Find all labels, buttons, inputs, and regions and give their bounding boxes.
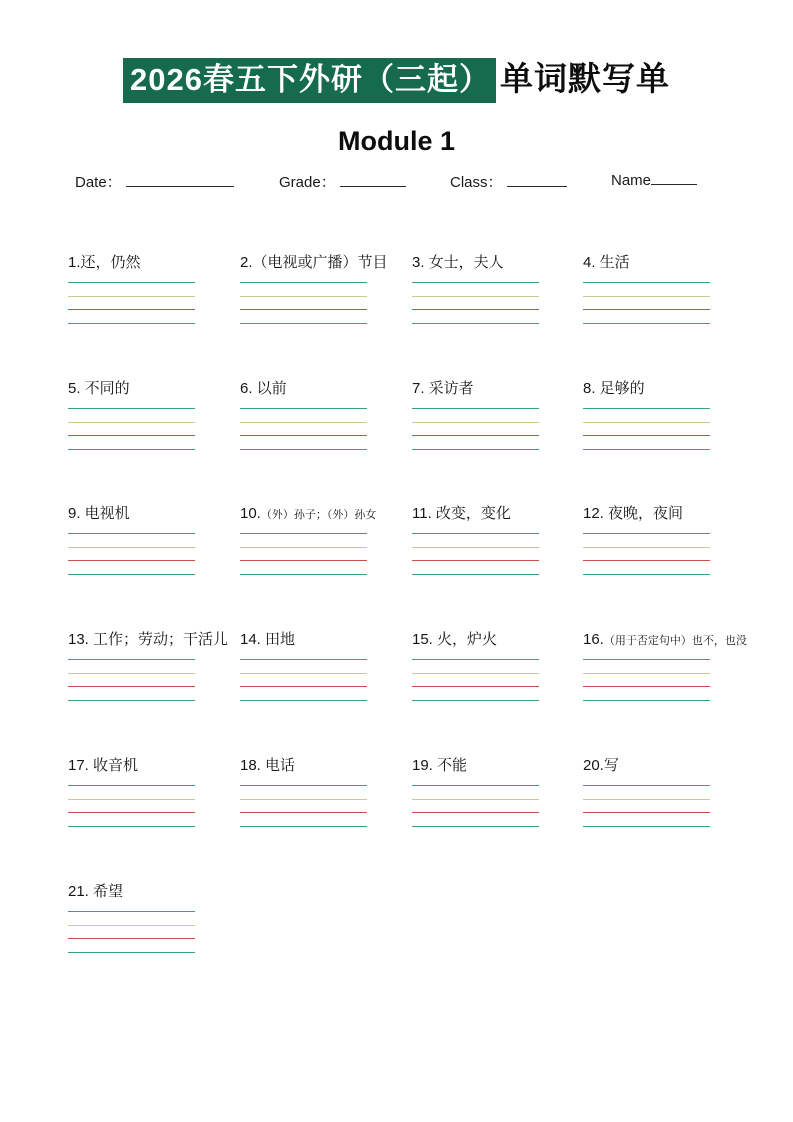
word-item [240, 630, 410, 701]
writing-line-bottom [240, 574, 367, 575]
writing-line-bottom [68, 574, 195, 575]
module-title: Module 1 [337, 126, 455, 156]
word-item-number: 12. [583, 505, 604, 522]
word-item-text: 以前 [252, 380, 287, 397]
writing-line-top [240, 785, 367, 799]
writing-line-baseline [583, 686, 710, 700]
word-item [583, 253, 753, 324]
word-item-number: 19. [412, 757, 433, 774]
word-item-label [240, 756, 410, 776]
writing-line-bottom [240, 323, 367, 324]
title-highlight: 2026春五下外研（三起） [123, 58, 496, 103]
writing-line-top [240, 533, 367, 547]
writing-line-middle [240, 799, 367, 813]
word-item [68, 630, 238, 701]
writing-line-baseline [240, 812, 367, 826]
writing-line-bottom [68, 952, 195, 953]
word-item-number: 17. [68, 757, 89, 774]
word-item-label [68, 882, 238, 902]
writing-line-middle [412, 296, 539, 310]
writing-lines [583, 282, 710, 324]
word-item-label [412, 253, 582, 273]
writing-line-middle [68, 799, 195, 813]
word-item-text: 采访者 [424, 380, 474, 397]
word-item-text: （外）孙子；（外）孙女 [260, 509, 377, 521]
writing-lines [583, 659, 710, 701]
word-item-number: 21. [68, 883, 89, 900]
word-item-label [583, 253, 753, 273]
writing-line-top [68, 533, 195, 547]
writing-lines [68, 911, 195, 953]
word-item-number: 4. [583, 254, 596, 271]
writing-line-top [412, 533, 539, 547]
writing-lines [240, 785, 367, 827]
writing-line-top [583, 408, 710, 422]
word-item [240, 504, 410, 575]
word-item-text: 还，仍然 [80, 254, 141, 271]
writing-line-top [583, 659, 710, 673]
word-item [68, 756, 238, 827]
writing-lines [68, 533, 195, 575]
writing-line-top [68, 785, 195, 799]
writing-line-bottom [583, 574, 710, 575]
word-item-label [412, 504, 582, 524]
word-item-number: 1. [68, 254, 81, 271]
word-item-text: （电视或广播）节目 [252, 254, 388, 271]
writing-line-top [68, 282, 195, 296]
writing-line-baseline [583, 435, 710, 449]
word-item [68, 253, 238, 324]
word-item [412, 630, 582, 701]
writing-lines [240, 533, 367, 575]
writing-lines [240, 282, 367, 324]
word-item-text: 生活 [595, 254, 630, 271]
writing-line-middle [68, 673, 195, 687]
writing-lines [68, 408, 195, 450]
writing-line-top [412, 408, 539, 422]
writing-line-baseline [68, 686, 195, 700]
word-item-text: 工作；劳动；干活儿 [88, 631, 229, 648]
grade-label: Grade： [279, 174, 336, 191]
writing-lines [412, 282, 539, 324]
word-item [68, 882, 238, 953]
word-item-label [68, 379, 238, 399]
writing-line-bottom [68, 700, 195, 701]
word-item-number: 10. [240, 505, 261, 522]
word-item-number: 14. [240, 631, 261, 648]
word-item-label [68, 253, 238, 273]
word-item [412, 253, 582, 324]
word-item-text: （用于否定句中）也不，也没 [603, 635, 747, 647]
writing-line-baseline [240, 435, 367, 449]
word-item-text: 希望 [88, 883, 124, 900]
writing-lines [240, 659, 367, 701]
word-item-text: 电话 [260, 757, 296, 774]
writing-line-top [240, 659, 367, 673]
date-label: Date： [75, 174, 122, 191]
writing-line-middle [68, 296, 195, 310]
writing-line-top [240, 408, 367, 422]
writing-line-middle [412, 422, 539, 436]
word-item-text: 收音机 [88, 757, 139, 774]
word-item-label [68, 630, 238, 650]
writing-line-top [412, 785, 539, 799]
writing-line-middle [583, 296, 710, 310]
word-item-label [412, 379, 582, 399]
word-item-label [68, 756, 238, 776]
word-item-number: 2. [240, 254, 253, 271]
writing-line-middle [240, 422, 367, 436]
word-item-label [583, 504, 753, 524]
writing-line-bottom [240, 449, 367, 450]
writing-line-bottom [240, 700, 367, 701]
writing-lines [412, 659, 539, 701]
word-item-number: 3. [412, 254, 425, 271]
writing-line-top [68, 659, 195, 673]
word-item-number: 6. [240, 380, 253, 397]
word-item-text: 写 [603, 757, 619, 774]
writing-lines [412, 408, 539, 450]
writing-lines [412, 785, 539, 827]
writing-line-bottom [412, 826, 539, 827]
word-item [68, 379, 238, 450]
word-item-text: 改变，变化 [431, 505, 511, 522]
writing-line-top [412, 282, 539, 296]
writing-line-middle [583, 422, 710, 436]
word-item-number: 20. [583, 757, 604, 774]
word-item-number: 16. [583, 631, 604, 648]
word-item-number: 15. [412, 631, 433, 648]
word-item [240, 379, 410, 450]
writing-line-middle [240, 296, 367, 310]
writing-line-top [68, 911, 195, 925]
word-item-number: 5. [68, 380, 81, 397]
writing-line-top [68, 408, 195, 422]
word-item [583, 504, 753, 575]
word-item [412, 379, 582, 450]
writing-line-middle [412, 673, 539, 687]
word-item [240, 756, 410, 827]
word-item-text: 电视机 [80, 505, 130, 522]
writing-line-bottom [412, 574, 539, 575]
word-item-text: 田地 [260, 631, 296, 648]
word-item [240, 253, 410, 324]
word-item-number: 13. [68, 631, 89, 648]
writing-lines [583, 533, 710, 575]
writing-line-bottom [68, 449, 195, 450]
writing-line-baseline [68, 812, 195, 826]
word-item-text: 夜晚，夜间 [603, 505, 684, 522]
writing-line-top [412, 659, 539, 673]
writing-line-middle [68, 925, 195, 939]
word-item-number: 9. [68, 505, 81, 522]
word-item-label [412, 630, 582, 650]
writing-line-middle [240, 673, 367, 687]
name-label: Name [611, 172, 652, 189]
word-item-label [240, 379, 410, 399]
writing-line-middle [412, 799, 539, 813]
writing-line-top [583, 785, 710, 799]
writing-line-middle [412, 547, 539, 561]
writing-lines [412, 533, 539, 575]
writing-line-baseline [412, 686, 539, 700]
class-label: Class： [450, 174, 503, 191]
writing-line-middle [583, 673, 710, 687]
writing-line-baseline [68, 435, 195, 449]
writing-line-bottom [240, 826, 367, 827]
writing-line-middle [68, 422, 195, 436]
writing-line-bottom [583, 449, 710, 450]
word-item-number: 8. [583, 380, 596, 397]
writing-lines [240, 408, 367, 450]
word-item-number: 18. [240, 757, 261, 774]
writing-line-baseline [583, 309, 710, 323]
writing-line-baseline [240, 686, 367, 700]
word-item-number: 7. [412, 380, 425, 397]
writing-line-middle [583, 547, 710, 561]
writing-line-bottom [583, 700, 710, 701]
word-item-text: 火，炉火 [432, 631, 498, 648]
writing-line-baseline [240, 309, 367, 323]
writing-line-bottom [68, 826, 195, 827]
writing-line-middle [583, 799, 710, 813]
word-item [412, 504, 582, 575]
writing-line-bottom [412, 449, 539, 450]
writing-line-baseline [68, 938, 195, 952]
word-item-label [583, 379, 753, 399]
writing-line-baseline [68, 309, 195, 323]
writing-line-middle [68, 547, 195, 561]
writing-line-bottom [68, 323, 195, 324]
word-item-label [583, 756, 753, 776]
word-item-text: 足够的 [595, 380, 645, 397]
writing-line-baseline [412, 560, 539, 574]
word-item-label [240, 253, 410, 273]
writing-lines [68, 282, 195, 324]
word-item-text: 女士，夫人 [424, 254, 504, 271]
writing-line-middle [240, 547, 367, 561]
writing-line-bottom [583, 826, 710, 827]
writing-lines [583, 785, 710, 827]
writing-line-top [583, 282, 710, 296]
writing-line-baseline [68, 560, 195, 574]
writing-line-baseline [412, 309, 539, 323]
writing-line-bottom [412, 323, 539, 324]
writing-line-top [240, 282, 367, 296]
word-item-label [240, 630, 410, 650]
word-item [583, 756, 753, 827]
word-item [583, 379, 753, 450]
writing-line-baseline [583, 812, 710, 826]
writing-line-top [583, 533, 710, 547]
writing-lines [68, 785, 195, 827]
word-item [68, 504, 238, 575]
writing-line-bottom [412, 700, 539, 701]
word-item-label [240, 504, 410, 524]
writing-line-baseline [412, 435, 539, 449]
word-item-label [68, 504, 238, 524]
title-rest: 单词默写单 [499, 60, 670, 97]
writing-line-bottom [583, 323, 710, 324]
word-item-text: 不能 [432, 757, 468, 774]
word-item-text: 不同的 [80, 380, 130, 397]
word-item-label [412, 756, 582, 776]
writing-line-baseline [412, 812, 539, 826]
word-item [583, 630, 753, 701]
word-item [412, 756, 582, 827]
writing-line-baseline [240, 560, 367, 574]
writing-lines [68, 659, 195, 701]
word-item-label [583, 630, 753, 650]
writing-lines [583, 408, 710, 450]
writing-line-baseline [583, 560, 710, 574]
word-item-number: 11. [412, 505, 432, 522]
